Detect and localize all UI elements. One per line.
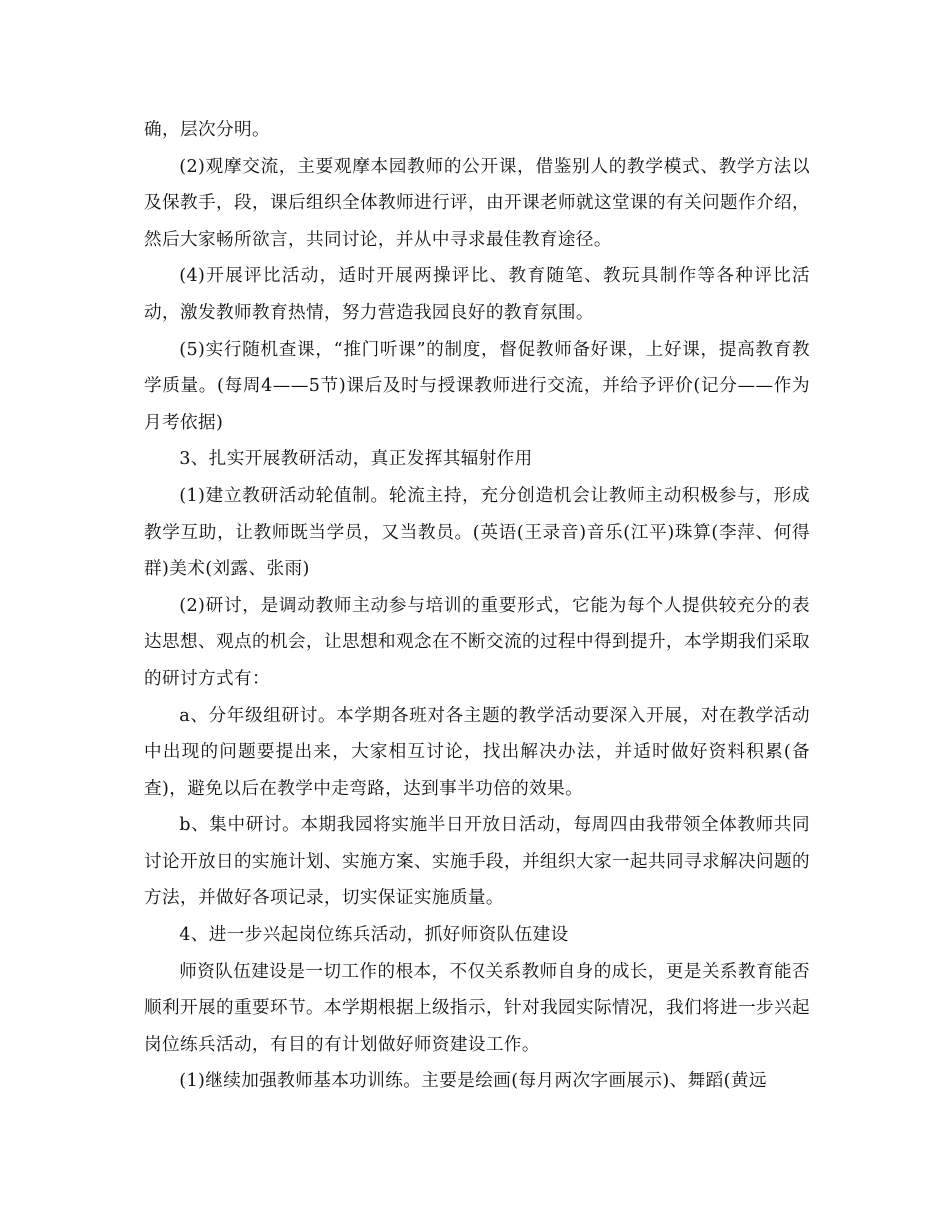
- paragraph-observation-exchange: (2)观摩交流，主要观摩本园教师的公开课，借鉴别人的教学模式、教学方法以及保教手，段，课后组织全体教师进行评，由开课老师就这堂课的有关问题作介绍，然后大家畅所欲言，共同讨论，并从中寻求最佳教育途径。: [144, 156, 810, 250]
- paragraph-teacher-team-building: 师资队伍建设是一切工作的根本，不仅关系教师自身的成长，更是关系教育能否顺利开展的重要环节。本学期根据上级指示，针对我园实际情况，我们将进一步兴起岗位练兵活动，有目的有计划做好师资建设工作。: [144, 961, 810, 1055]
- paragraph-continuation: 确，层次分明。: [144, 120, 270, 140]
- paragraph-centralized-discussion: b、集中研讨。本期我园将实施半日开放日活动，每周四由我带领全体教师共同讨论开放日的实施计划、实施方案、实施手段，并组织大家一起共同寻求解决问题的方法，并做好各项记录，切实保证实施质量。: [144, 815, 810, 909]
- paragraph-rotation-system: (1)建立教研活动轮值制。轮流主持，充分创造机会让教师主动积极参与，形成教学互助，让教师既当学员，又当教员。(英语(王录音)音乐(江平)珠算(李萍、何得群)美术(刘露、张雨): [144, 485, 810, 580]
- document-body: [144, 112, 810, 1100]
- paragraph-grade-group-discussion: a、分年级组研讨。本学期各班对各主题的教学活动要深入开展，对在教学活动中出现的问题要提出来，大家相互讨论，找出解决办法，并适时做好资料积累(备查)，避免以后在教学中走弯路，达到事半功倍的效果。: [144, 705, 810, 799]
- paragraph-basic-skills-training: (1)继续加强教师基本功训练。主要是绘画(每月两次字画展示)、舞蹈(黄远: [179, 1071, 767, 1092]
- paragraph-random-class-check: (5)实行随机查课，“推门听课”的制度，督促教师备好课，上好课，提高教育教学质量。(每周4——5节)课后及时与授课教师进行交流，并给予评价(记分——作为月考依据): [144, 339, 810, 433]
- paragraph-evaluation-activities: (4)开展评比活动，适时开展两操评比、教育随笔、教玩具制作等各种评比活动，激发教师教育热情，努力营造我园良好的教育氛围。: [144, 266, 810, 323]
- section-heading-teaching-research: 3、扎实开展教研活动，真正发挥其辐射作用: [179, 449, 533, 470]
- paragraph-discussion: (2)研讨，是调动教师主动参与培训的重要形式，它能为每个人提供较充分的表达思想、观点的机会，让思想和观念在不断交流的过程中得到提升，本学期我们采取的研讨方式有：: [144, 595, 810, 689]
- section-heading-teacher-team: 4、进一步兴起岗位练兵活动，抓好师资队伍建设: [179, 925, 569, 946]
